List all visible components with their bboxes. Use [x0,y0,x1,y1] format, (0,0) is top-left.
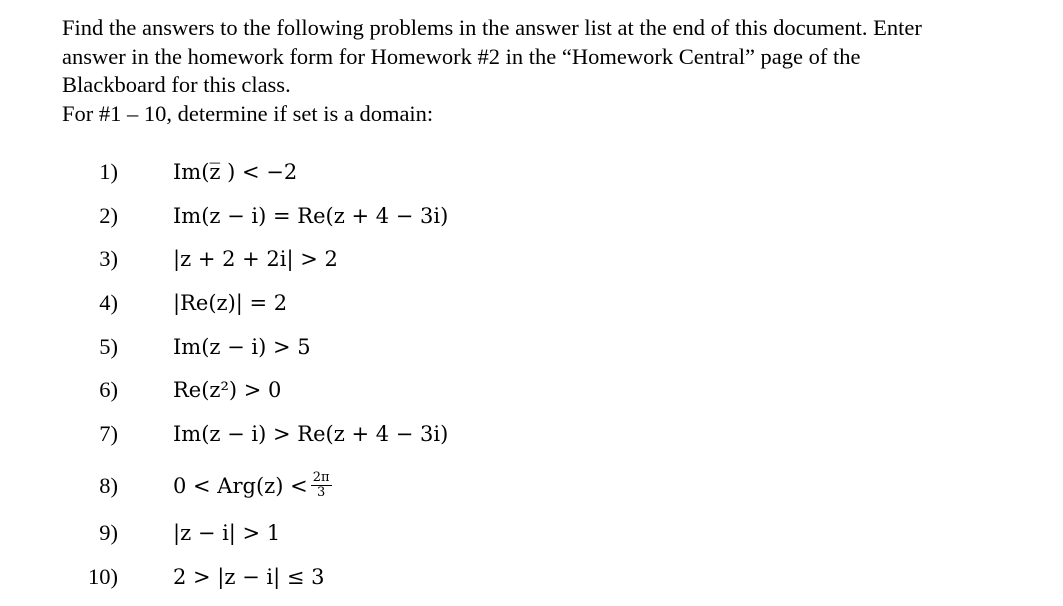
problem-number: 1) [99,159,118,184]
problem-expression: |z − i| > 1 [173,521,281,545]
problem-item [0,373,700,407]
problem-item [0,330,700,364]
instruction-line-2: answer in the homework form for Homework #2 in the “Homework Central” page of the [62,43,861,69]
problem-number: 8) [99,473,118,498]
problem-item [0,199,700,233]
problem-item [0,242,700,276]
problem-item [0,560,700,594]
problem-number: 6) [99,377,118,402]
problem-expression: Im(z − i) > 5 [173,335,311,359]
problem-number: 2) [99,203,118,228]
problem-expression: |z + 2 + 2i| > 2 [173,247,338,271]
problem-expression-main: 0 < Arg(z) < [173,474,308,498]
problem-item [0,286,700,320]
problem-number: 5) [99,334,118,359]
problem-expression: |Re(z)| = 2 [173,291,288,315]
fraction-numerator: 2π [312,470,330,485]
problem-expression: Im(z̅ ) < −2 [173,160,298,184]
instruction-line-4: For #1 – 10, determine if set is a domain: [62,100,434,126]
problem-number: 4) [99,290,118,315]
problem-number: 9) [99,520,118,545]
instruction-line-3: Blackboard for this class. [62,72,291,97]
problem-expression: Im(z − i) > Re(z + 4 − 3i) [173,422,449,446]
problem-expression: 2 > |z − i| ≤ 3 [173,565,325,589]
instruction-line-1: Find the answers to the following problems in the answer list at the end of this document. Enter [62,15,922,40]
problem-expression: Re(z²) > 0 [173,378,282,402]
problem-item [0,155,700,189]
fraction [311,471,332,500]
problem-number: 3) [99,246,118,271]
problem-item [0,516,700,550]
problem-expression [173,469,332,503]
problem-number: 7) [99,421,118,446]
problem-expression: Im(z − i) = Re(z + 4 − 3i) [173,204,449,228]
problem-item [0,417,700,451]
problem-item [0,469,700,503]
problem-number: 10) [88,564,118,589]
fraction-denominator: 3 [316,485,326,500]
